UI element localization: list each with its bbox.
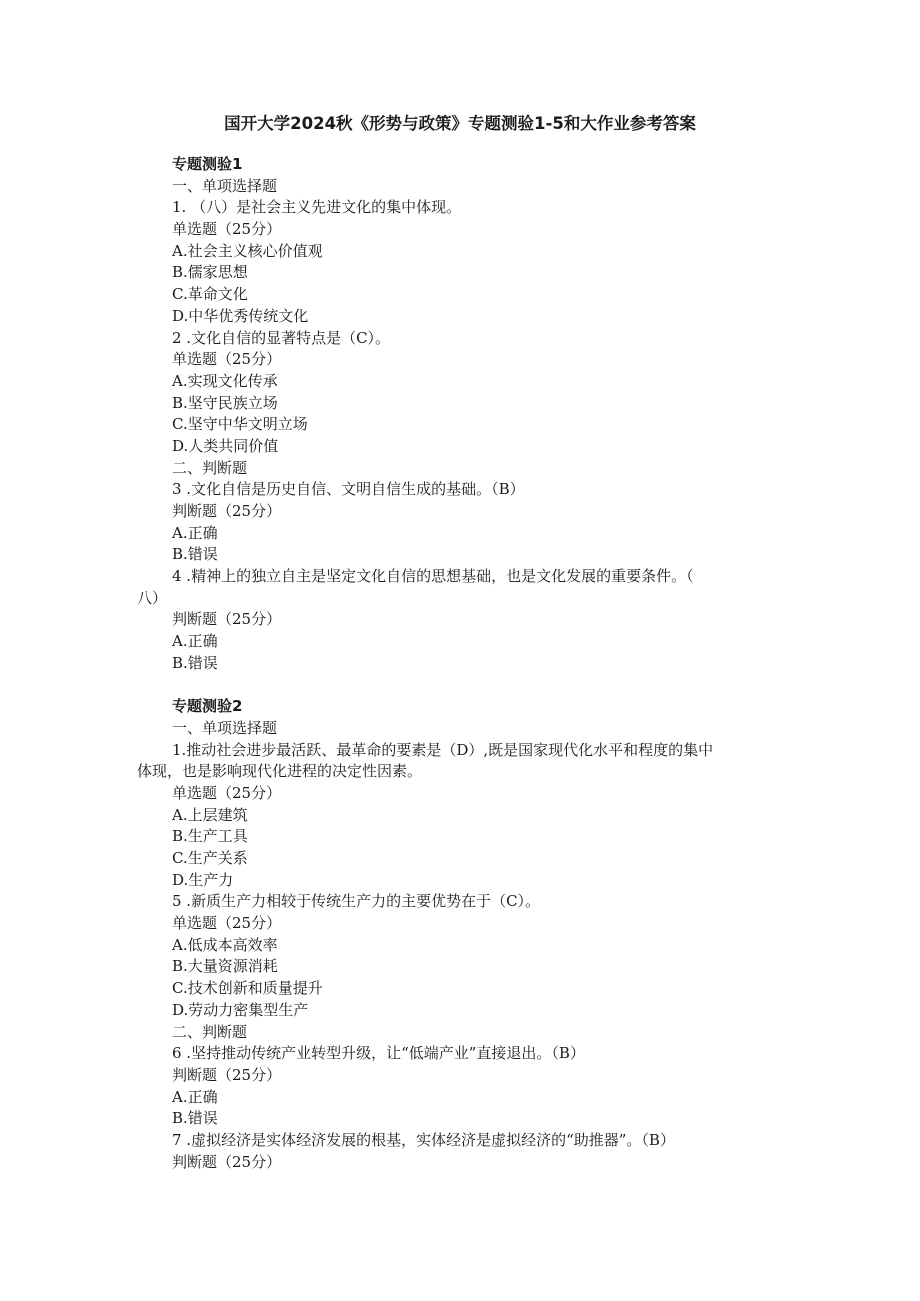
quiz1-section-single-choice: 一、单项选择题 — [172, 176, 278, 195]
quiz1-heading: 专题测验1 — [172, 155, 243, 173]
quiz1-section-true-false: 二、判断题 — [172, 458, 248, 477]
quiz2-q1-text-line2: 体现，也是影响现代化进程的决定性因素。 — [137, 762, 423, 781]
quiz1-q1-option-b: B.儒家思想 — [172, 263, 248, 282]
quiz2-q5-option-c: C.技术创新和质量提升 — [172, 979, 323, 998]
quiz1-q2-option-a: A.实现文化传承 — [172, 371, 278, 390]
quiz2-q5-option-a: A.低成本高效率 — [172, 935, 278, 954]
quiz2-q7-type: 判断题（25分） — [172, 1152, 282, 1171]
quiz1-q4-text-line2: 八） — [137, 588, 168, 607]
quiz1-q1-option-a: A.社会主义核心价值观 — [172, 241, 323, 260]
quiz1-q4-option-b: B.错误 — [172, 653, 218, 672]
quiz2-q1-option-a: A.上层建筑 — [172, 805, 248, 824]
quiz2-q1-text-line1: 1.推动社会进步最活跃、最革命的要素是（D）,既是国家现代化水平和程度的集中 — [172, 740, 714, 759]
quiz1-q3-option-a: A.正确 — [172, 523, 218, 542]
quiz1-q2-option-b: B.坚守民族立场 — [172, 393, 278, 412]
quiz1-q1-option-c: C.革命文化 — [172, 285, 248, 304]
quiz1-q4-type: 判断题（25分） — [172, 610, 282, 629]
quiz2-q7-text: 7 .虚拟经济是实体经济发展的根基，实体经济是虚拟经济的“助推器”。（B） — [172, 1130, 675, 1149]
quiz2-q5-text: 5 .新质生产力相较于传统生产力的主要优势在于（C）。 — [172, 892, 541, 911]
quiz2-section-single-choice: 一、单项选择题 — [172, 718, 278, 737]
quiz1-q2-option-d: D.人类共同价值 — [172, 436, 279, 455]
quiz2-q6-option-b: B.错误 — [172, 1109, 218, 1128]
section-spacer — [0, 675, 920, 697]
document-body — [0, 154, 920, 1173]
quiz2-q5-option-d: D.劳动力密集型生产 — [172, 1000, 309, 1019]
quiz2-heading: 专题测验2 — [172, 697, 243, 716]
quiz1-q4-text-line1: 4 .精神上的独立自主是坚定文化自信的思想基础，也是文化发展的重要条件。（ — [172, 567, 694, 586]
document-title: 国开大学2024秋《形势与政策》专题测验1-5和大作业参考答案 — [224, 114, 696, 133]
quiz2-q1-type: 单选题（25分） — [172, 783, 282, 802]
quiz2-q6-type: 判断题（25分） — [172, 1065, 282, 1084]
quiz1-q2-type: 单选题（25分） — [172, 350, 282, 369]
quiz1-q2-option-c: C.坚守中华文明立场 — [172, 415, 308, 434]
quiz1-q1-type: 单选题（25分） — [172, 220, 282, 239]
quiz2-q1-option-c: C.生产关系 — [172, 849, 248, 867]
quiz2-q1-option-d: D.生产力 — [172, 870, 234, 889]
quiz1-q2-text: 2 .文化自信的显著特点是（C）。 — [172, 328, 391, 347]
quiz2-q1-option-b: B.生产工具 — [172, 827, 248, 846]
quiz2-q6-option-a: A.正确 — [172, 1087, 218, 1106]
quiz1-q1-option-d: D.中华优秀传统文化 — [172, 306, 309, 325]
quiz2-q5-option-b: B.大量资源消耗 — [172, 957, 278, 976]
quiz2-q6-text: 6 .坚持推动传统产业转型升级，让“低端产业”直接退出。（B） — [172, 1044, 585, 1063]
quiz1-q3-text: 3 .文化自信是历史自信、文明自信生成的基础。（B） — [172, 480, 525, 499]
quiz2-section-true-false: 二、判断题 — [172, 1022, 248, 1041]
quiz1-q1-text: 1. （八）是社会主义先进文化的集中体现。 — [172, 198, 462, 217]
quiz1-q4-option-a: A.正确 — [172, 632, 218, 651]
quiz1-q3-type: 判断题（25分） — [172, 502, 282, 520]
quiz1-q3-option-b: B.错误 — [172, 545, 218, 564]
quiz2-q5-type: 单选题（25分） — [172, 914, 282, 933]
